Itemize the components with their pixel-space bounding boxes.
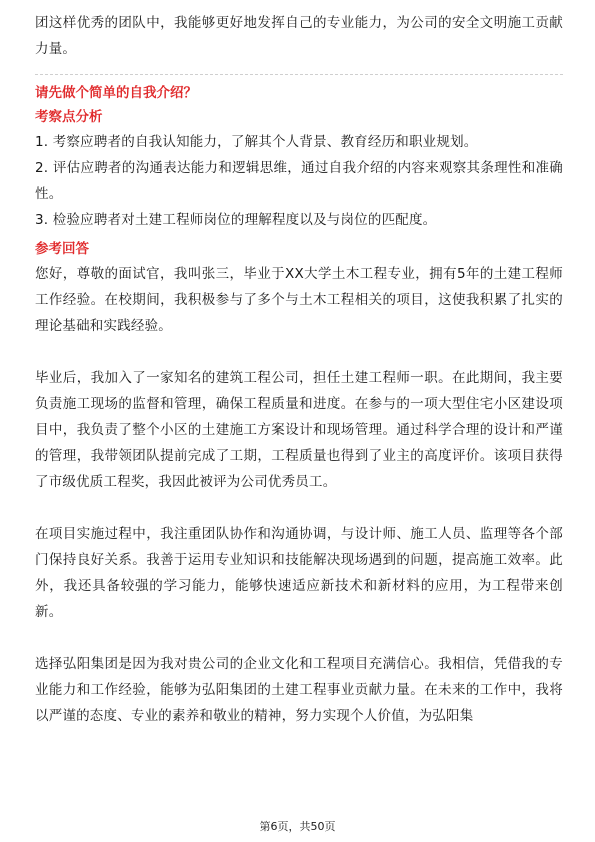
section-divider [35, 74, 563, 75]
paragraph-spacer [35, 625, 563, 651]
paragraph-spacer [35, 339, 563, 365]
answer-title: 参考回答 [35, 241, 89, 257]
paragraph-spacer [35, 495, 563, 521]
answer-paragraph: 在项目实施过程中，我注重团队协作和沟通协调，与设计师、施工人员、监理等各个部门保持良好关系。我善于运用专业知识和技能解决现场遇到的问题，提高施工效率。此外，我还具备较强的学习能力，能够快速适应新技术和新材料的应用，为工程带来创新。 [35, 526, 563, 620]
analysis-item: 2. 评估应聘者的沟通表达能力和逻辑思维，通过自我介绍的内容来观察其条理性和准确性。 [35, 160, 563, 202]
analysis-title: 考察点分析 [35, 109, 103, 125]
analysis-item: 1. 考察应聘者的自我认知能力，了解其个人背景、教育经历和职业规划。 [35, 134, 478, 150]
document-page [35, 10, 563, 729]
question-heading: 请先做个简单的自我介绍？ [35, 85, 197, 101]
answer-paragraph: 选择弘阳集团是因为我对贵公司的企业文化和工程项目充满信心。我相信，凭借我的专业能力和工作经验，能够为弘阳集团的土建工程事业贡献力量。在未来的工作中，我将以严谨的态度、专业的素养和敬业的精神，努力实现个人价值，为弘阳集 [35, 656, 563, 724]
page-footer: 第6页，共50页 [259, 820, 336, 833]
answer-paragraph: 您好，尊敬的面试官，我叫张三，毕业于XX大学土木工程专业，拥有5年的土建工程师工作经验。在校期间，我积极参与了多个与土木工程相关的项目，这使我积累了扎实的理论基础和实践经验。 [35, 266, 563, 334]
intro-continuation-paragraph: 团这样优秀的团队中，我能够更好地发挥自己的专业能力，为公司的安全文明施工贡献力量。 [35, 15, 563, 57]
analysis-item: 3. 检验应聘者对土建工程师岗位的理解程度以及与岗位的匹配度。 [35, 212, 437, 228]
answer-paragraph: 毕业后，我加入了一家知名的建筑工程公司，担任土建工程师一职。在此期间，我主要负责施工现场的监督和管理，确保工程质量和进度。在参与的一项大型住宅小区建设项目中，我负责了整个小区的土建施工方案设计和现场管理。通过科学合理的设计和严谨的管理，我带领团队提前完成了工期，工程质量也得到了业主的高度评价。该项目获得了市级优质工程奖，我因此被评为公司优秀员工。 [35, 370, 563, 490]
